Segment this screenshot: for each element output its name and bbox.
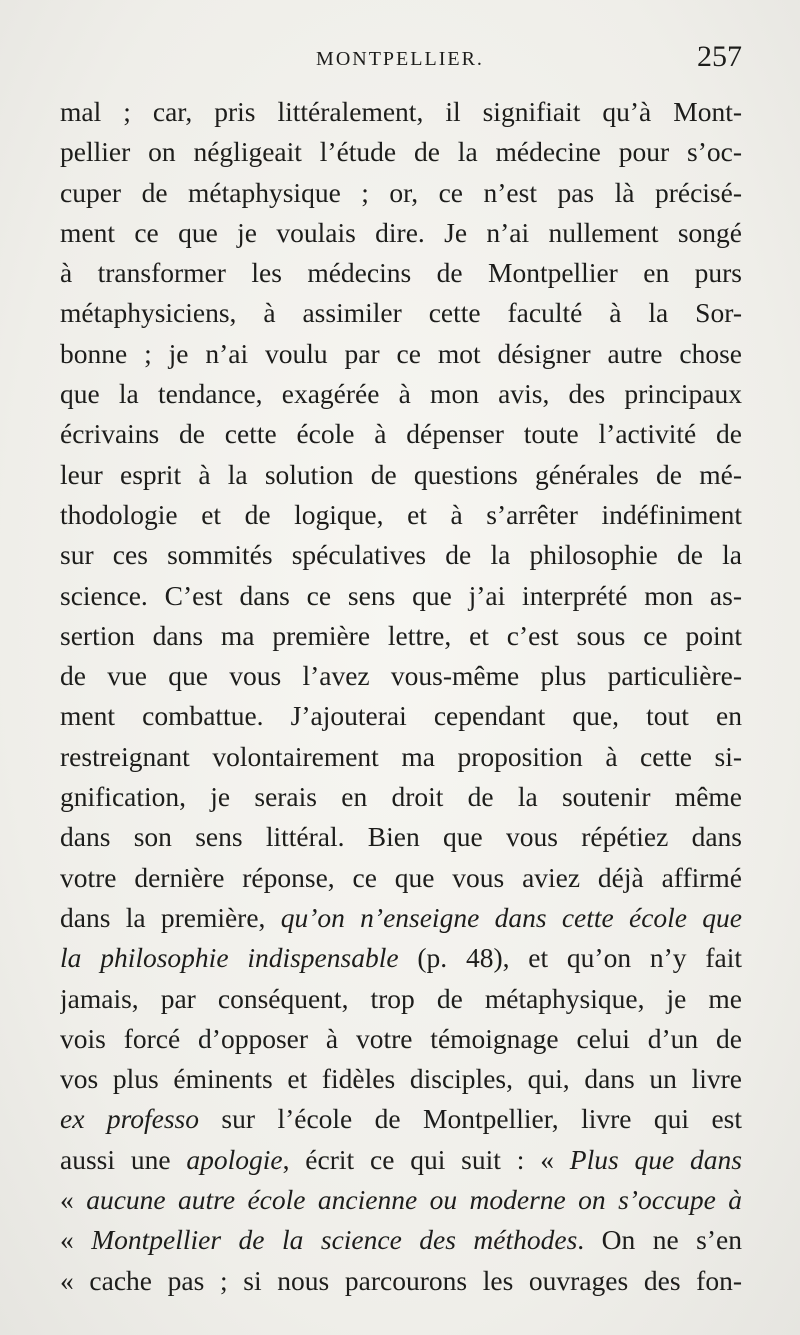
text-line [60,898,742,938]
text-line [60,293,742,333]
italic-text: qu’on n’enseigne dans cette école que [280,901,742,933]
text-line [60,414,742,454]
text-segment: sur l’école de Montpellier, livre qui est [199,1103,742,1135]
text-segment: sur ces sommités spéculatives de la philosophie de la [60,539,742,571]
text-segment: restreignant volontairement ma proposition à cette si- [60,740,742,772]
text-line [60,173,742,213]
text-segment: thodologie et de logique, et à s’arrêter indéfiniment [60,498,742,530]
text-segment: de vue que vous l’avez vous-même plus particulière- [60,660,742,692]
text-line [60,253,742,293]
text-segment: . On ne s’en [577,1224,742,1256]
text-segment: « [60,1224,92,1256]
text-segment: votre dernière réponse, ce que vous aviez déjà affirmé [60,861,742,893]
text-line [60,817,742,857]
text-line [60,656,742,696]
text-line [60,455,742,495]
page-number: 257 [697,40,742,73]
text-segment: science. C’est dans ce sens que j’ai interprété mon as- [60,579,742,611]
text-segment: ment ce que je voulais dire. Je n’ai nullement songé [60,216,742,248]
italic-text: apologie [186,1143,283,1175]
italic-text: la philosophie indispensable [60,942,399,974]
text-segment: métaphysiciens, à assimiler cette faculté à la Sor- [60,297,742,329]
text-line [60,1059,742,1099]
text-segment: gnification, je serais en droit de la soutenir même [60,781,742,813]
text-segment: aussi une [60,1143,187,1175]
text-line [60,1140,742,1180]
text-line [60,1220,742,1260]
text-segment: pellier on négligeait l’étude de la médecine pour s’oc- [60,136,742,168]
text-segment: « [60,1184,87,1216]
text-segment: écrivains de cette école à dépenser toute l’activité de [60,418,742,450]
text-segment: cuper de métaphysique ; or, ce n’est pas là précisé- [60,176,742,208]
text-line [60,374,742,414]
text-segment: dans son sens littéral. Bien que vous répétiez dans [60,821,742,853]
text-line [60,1261,742,1301]
text-segment: « cache pas ; si nous parcourons les ouvrages des fon- [60,1264,742,1296]
text-segment: , écrit ce qui suit : « [282,1143,570,1175]
text-segment: à transformer les médecins de Montpellier en purs [60,257,742,289]
text-line [60,696,742,736]
text-line [60,979,742,1019]
text-line [60,938,742,978]
text-line [60,495,742,535]
italic-text: aucune autre école ancienne ou moderne on s’occupe à [86,1184,742,1216]
text-line [60,576,742,616]
italic-text: Plus que dans [569,1143,742,1175]
text-segment: mal ; car, pris littéralement, il signifiait qu’à Mont- [60,96,742,127]
text-segment: jamais, par conséquent, trop de métaphysique, je me [60,982,742,1014]
text-segment: bonne ; je n’ai voulu par ce mot désigner autre chose [60,337,742,369]
text-segment: dans la première, [60,901,281,933]
text-line [60,92,742,132]
text-line [60,1180,742,1220]
text-line [60,1019,742,1059]
running-head: MONTPELLIER. [316,48,484,70]
text-segment: ment combattue. J’ajouterai cependant que, tout en [60,700,742,732]
text-segment: que la tendance, exagérée à mon avis, des principaux [60,378,742,410]
body-text [60,92,742,1301]
text-line [60,535,742,575]
italic-text: Montpellier de la science des méthodes [91,1224,578,1256]
text-segment: (p. 48), et qu’on n’y fait [398,942,742,974]
text-line [60,132,742,172]
text-line [60,777,742,817]
italic-text: ex professo [60,1103,200,1135]
text-segment: sertion dans ma première lettre, et c’est sous ce point [60,619,742,651]
text-line [60,1099,742,1139]
text-segment: vos plus éminents et fidèles disciples, qui, dans un livre [60,1063,742,1095]
text-line [60,334,742,374]
text-segment: leur esprit à la solution de questions générales de mé- [60,458,742,490]
page-header [60,40,740,80]
text-line [60,858,742,898]
text-line [60,737,742,777]
text-line [60,213,742,253]
text-line [60,616,742,656]
text-segment: vois forcé d’opposer à votre témoignage celui d’un de [60,1022,742,1054]
